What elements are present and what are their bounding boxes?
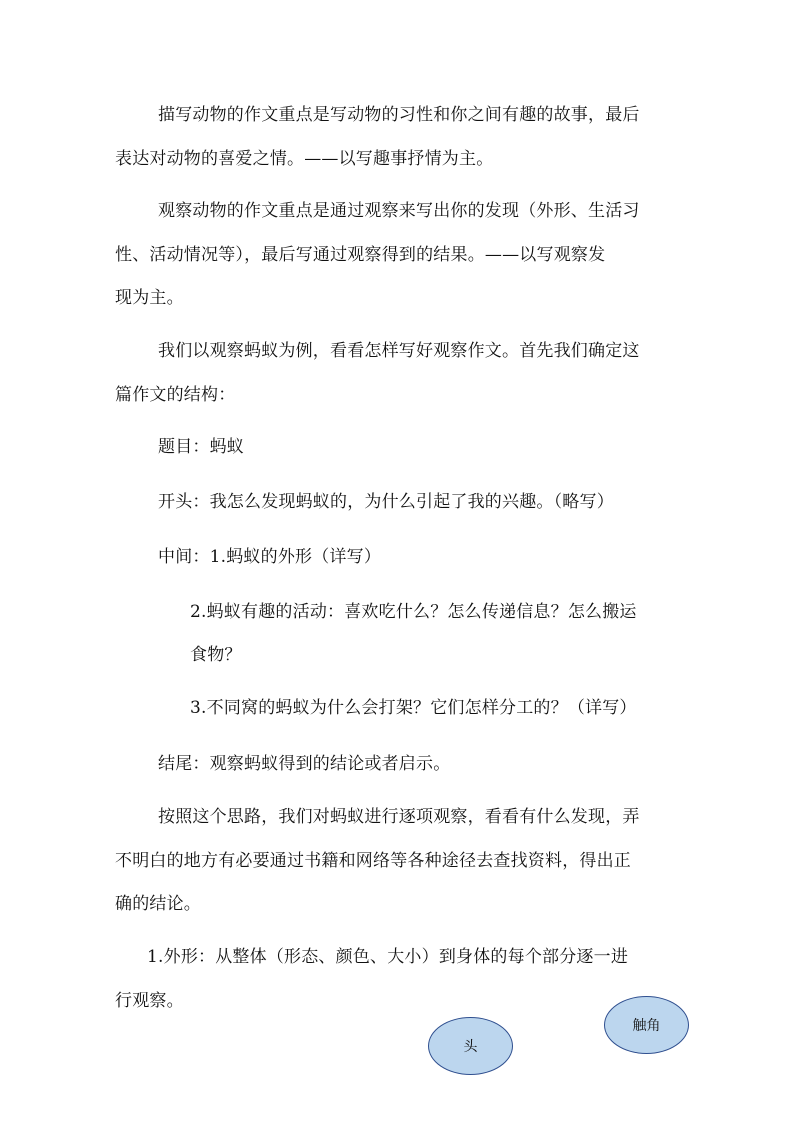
paragraph-4-line-3: 确的结论。 (115, 894, 201, 914)
paragraph-2-line-2: 性、活动情况等），最后写通过观察得到的结果。——以写观察发 (115, 245, 606, 265)
head-node: 头 (428, 1017, 513, 1075)
paragraph-5-line-1: 1.外形：从整体（形态、颜色、大小）到身体的每个部分逐一进 (147, 947, 629, 967)
structure-middle-2-line-2: 食物？ (190, 645, 242, 665)
paragraph-1-line-2: 表达对动物的喜爱之情。——以写趣事抒情为主。 (115, 149, 494, 169)
paragraph-4-line-2: 不明白的地方有必要通过书籍和网络等各种途径去查找资料，得出正 (115, 851, 631, 871)
structure-middle-1: 中间：1.蚂蚁的外形（详写） (158, 547, 382, 567)
paragraph-5-line-2: 行观察。 (115, 991, 184, 1011)
paragraph-3-line-1: 我们以观察蚂蚁为例，看看怎样写好观察作文。首先我们确定这 (158, 341, 640, 361)
paragraph-3-line-2: 篇作文的结构： (115, 385, 236, 405)
paragraph-4-line-1: 按照这个思路，我们对蚂蚁进行逐项观察，看看有什么发现，弄 (158, 807, 640, 827)
paragraph-1-line-1: 描写动物的作文重点是写动物的习性和你之间有趣的故事，最后 (158, 105, 640, 125)
structure-middle-2-line-1: 2.蚂蚁有趣的活动：喜欢吃什么？怎么传递信息？怎么搬运 (190, 602, 637, 622)
paragraph-2-line-1: 观察动物的作文重点是通过观察来写出你的发现（外形、生活习 (158, 201, 640, 221)
structure-middle-3: 3.不同窝的蚂蚁为什么会打架？它们怎样分工的？（详写） (190, 698, 637, 718)
structure-title: 题目：蚂蚁 (158, 437, 244, 457)
antenna-node: 触角 (604, 996, 689, 1054)
paragraph-2-line-3: 现为主。 (115, 288, 184, 308)
structure-ending: 结尾：观察蚂蚁得到的结论或者启示。 (158, 754, 451, 774)
structure-opening: 开头：我怎么发现蚂蚁的，为什么引起了我的兴趣。（略写） (158, 492, 614, 512)
